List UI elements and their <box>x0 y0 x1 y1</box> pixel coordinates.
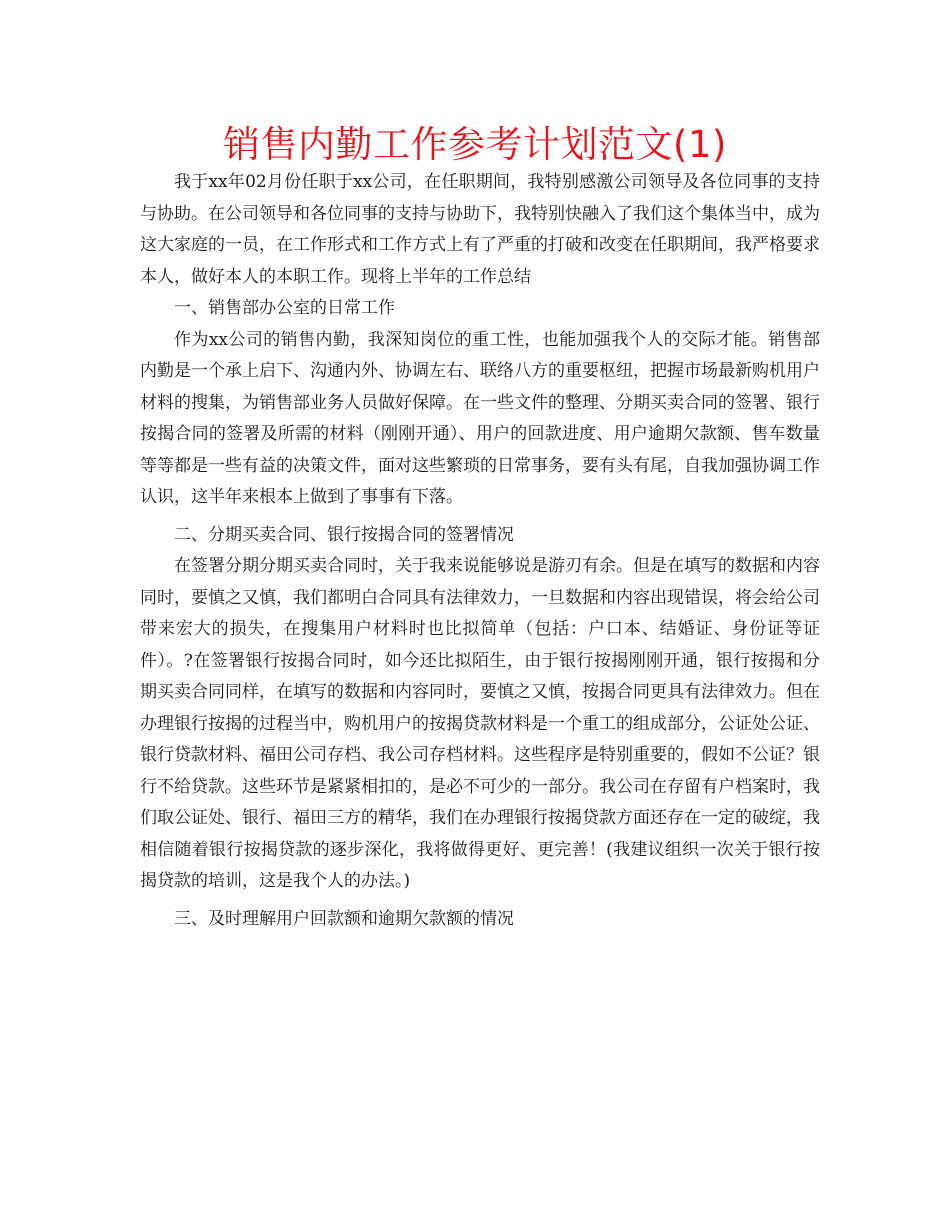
intro-paragraph: 我于xx年02月份任职于xx公司，在任职期间，我特别感激公司领导及各位同事的支持与协助。在公司领导和各位同事的支持与协助下，我特别快融入了我们这个集体当中，成为这大家庭的一员，在工作形式和工作方式上有了严重的打破和改变在任职期间，我严格要求本人，做好本人的本职工作。现将上半年的工作总结 <box>140 172 820 287</box>
section-1-paragraph: 作为xx公司的销售内勤，我深知岗位的重工性，也能加强我个人的交际才能。销售部内勤是一个承上启下、沟通内外、协调左右、联络八方的重要枢纽，把握市场最新购机用户材料的搜集，为销售部业务人员做好保障。在一些文件的整理、分期买卖合同的签署、银行按揭合同的签署及所需的材料（刚刚开通）、用户的回款进度、用户逾期欠款额、售车数量等等都是一些有益的决策文件，面对这些繁琐的日常事务，要有头有尾，自我加强协调工作认识，这半年来根本上做到了事事有下落。 <box>140 329 820 507</box>
document-body <box>140 167 820 935</box>
document-title: 销售内勤工作参考计划范文(1) <box>223 123 727 166</box>
section-heading-2: 二、分期买卖合同、银行按揭合同的签署情况 <box>174 524 514 545</box>
section-2-paragraph: 在签署分期分期买卖合同时，关于我来说能够说是游刃有余。但是在填写的数据和内容同时，要慎之又慎，我们都明白合同具有法律效力，一旦数据和内容出现错误，将会给公司带来宏大的损失，在搜集用户材料时也比拟简单（包括：户口本、结婚证、身份证等证件）。?在签署银行按揭合同时，如今还比拟陌生，由于银行按揭刚刚开通，银行按揭和分期买卖合同同样，在填写的数据和内容同时，要慎之又慎，按揭合同更具有法律效力。但在办理银行按揭的过程当中，购机用户的按揭贷款材料是一个重工的组成部分，公证处公证、银行贷款材料、福田公司存档、我公司存档材料。这些程序是特别重要的，假如不公证？银行不给贷款。这些环节是紧紧相扣的，是必不可少的一部分。我公司在存留有户档案时，我们取公证处、银行、福田三方的精华，我们在办理银行按揭贷款方面还存在一定的破绽，我相信随着银行按揭贷款的逐步深化，我将做得更好、更完善！(我建议组织一次关于银行按揭贷款的培训，这是我个人的办法。) <box>140 556 820 891</box>
section-heading-1: 一、销售部办公室的日常工作 <box>174 298 395 318</box>
section-heading-3: 三、及时理解用户回款额和逾期欠款额的情况 <box>174 908 514 929</box>
